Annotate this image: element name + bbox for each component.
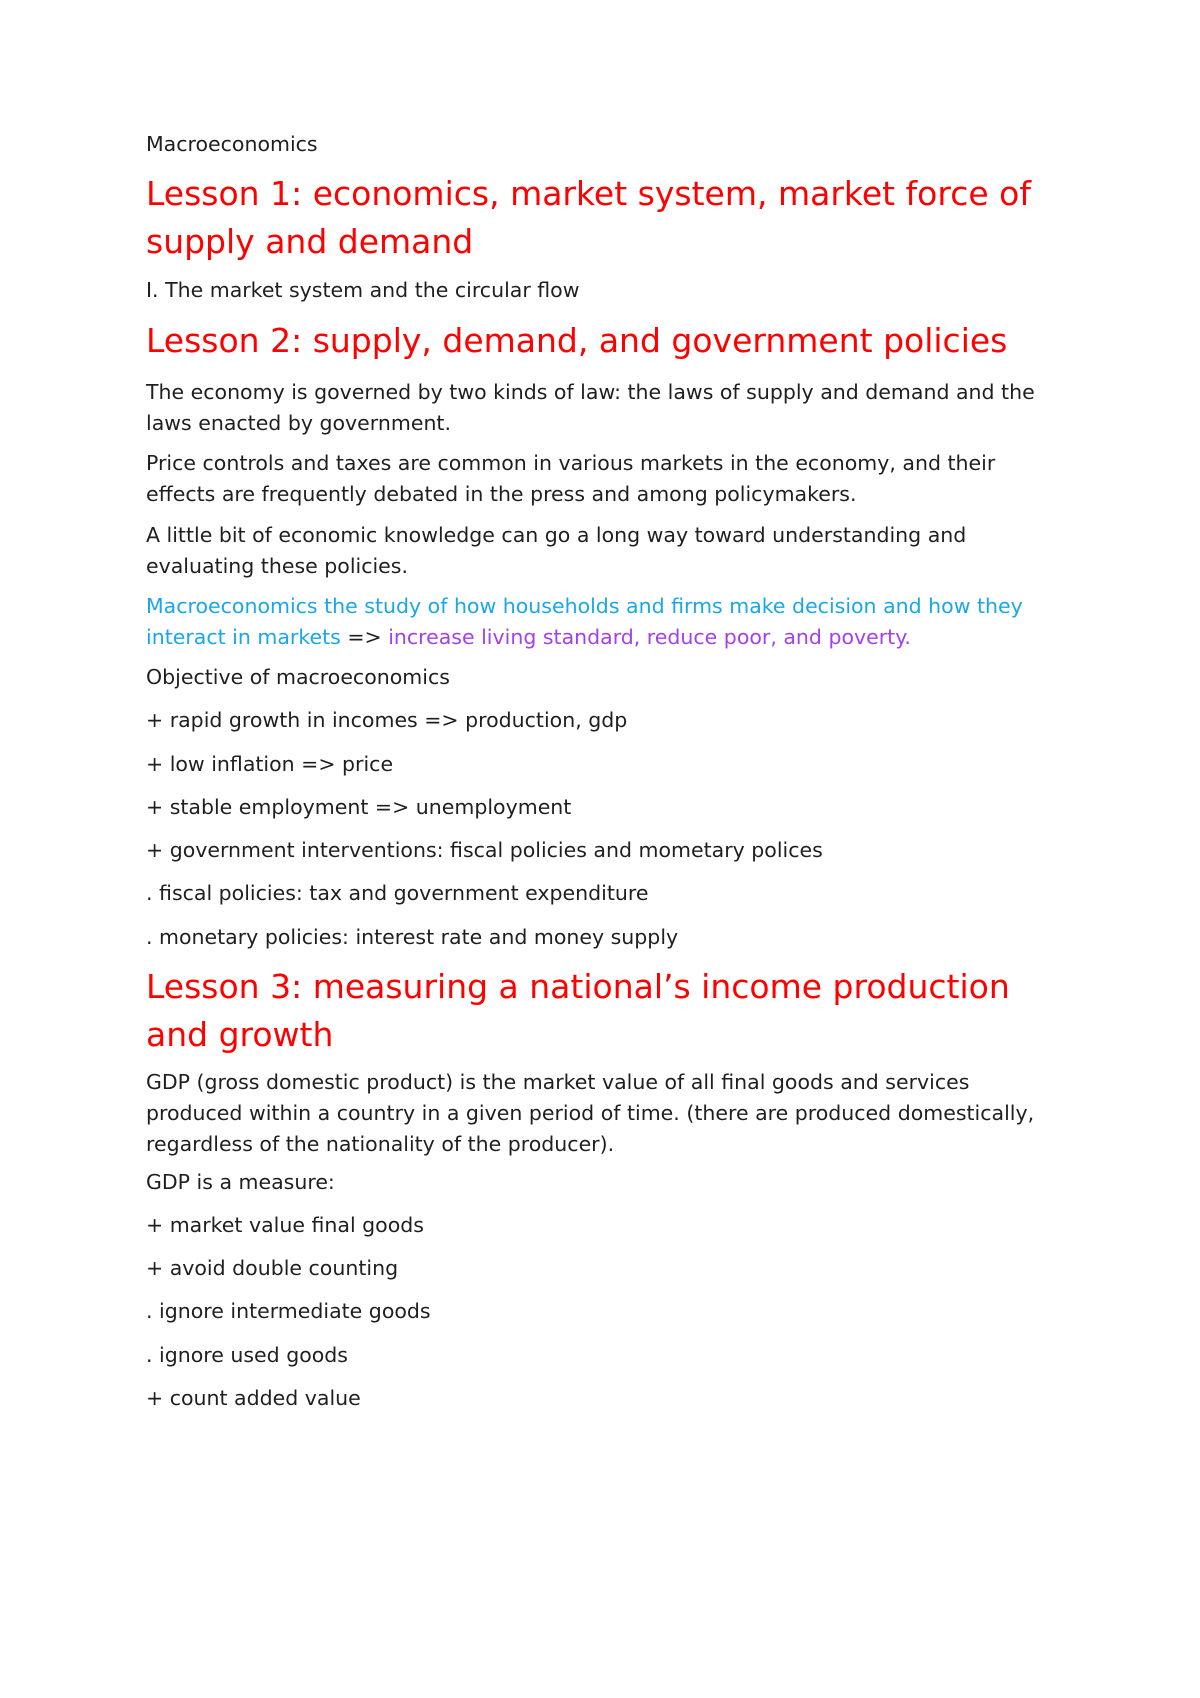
objective-item: + low inflation => price <box>146 752 394 776</box>
lesson-1-heading: Lesson 1: economics, market system, market force of supply and demand <box>146 174 1031 261</box>
objective-item: + stable employment => unemployment <box>146 795 572 819</box>
objective-item: + rapid growth in incomes => production, gdp <box>146 708 628 732</box>
measure-item: . ignore intermediate goods <box>146 1299 431 1323</box>
objective-item: . fiscal policies: tax and government expenditure <box>146 881 649 905</box>
measure-title: GDP is a measure: <box>146 1170 335 1194</box>
definition-blue-text: Macroeconomics the study of how households and firms make decision and how they interact in markets <box>146 594 1023 649</box>
lesson-3-paragraph-1: GDP (gross domestic product) is the market value of all final goods and services produced within a country in a given period of time. (there are produced domestically, regardless of the nationality of the producer). <box>146 1070 1035 1156</box>
objective-title: Objective of macroeconomics <box>146 665 450 689</box>
lesson-2-heading: Lesson 2: supply, demand, and government policies <box>146 321 1008 360</box>
measure-item: . ignore used goods <box>146 1343 348 1367</box>
objective-item: . monetary policies: interest rate and money supply <box>146 925 679 949</box>
document-title: Macroeconomics <box>146 132 318 156</box>
definition-arrow: => <box>340 625 389 649</box>
macroeconomics-definition <box>146 591 1046 653</box>
lesson-3-heading: Lesson 3: measuring a national’s income production and growth <box>146 967 1010 1054</box>
measure-item: + market value final goods <box>146 1213 424 1237</box>
lesson-2-paragraph-3: A little bit of economic knowledge can go a long way toward understanding and evaluating these policies. <box>146 523 967 578</box>
definition-purple-text: increase living standard, reduce poor, and poverty. <box>388 625 911 649</box>
measure-item: + avoid double counting <box>146 1256 399 1280</box>
lesson-1-item: I. The market system and the circular flow <box>146 278 580 302</box>
lesson-2-paragraph-2: Price controls and taxes are common in various markets in the economy, and their effects are frequently debated in the press and among policymakers. <box>146 451 996 506</box>
measure-item: + count added value <box>146 1386 361 1410</box>
lesson-2-paragraph-1: The economy is governed by two kinds of law: the laws of supply and demand and the laws enacted by government. <box>146 380 1035 435</box>
document-page <box>146 0 1046 1698</box>
objective-item: + government interventions: fiscal policies and mometary polices <box>146 838 823 862</box>
